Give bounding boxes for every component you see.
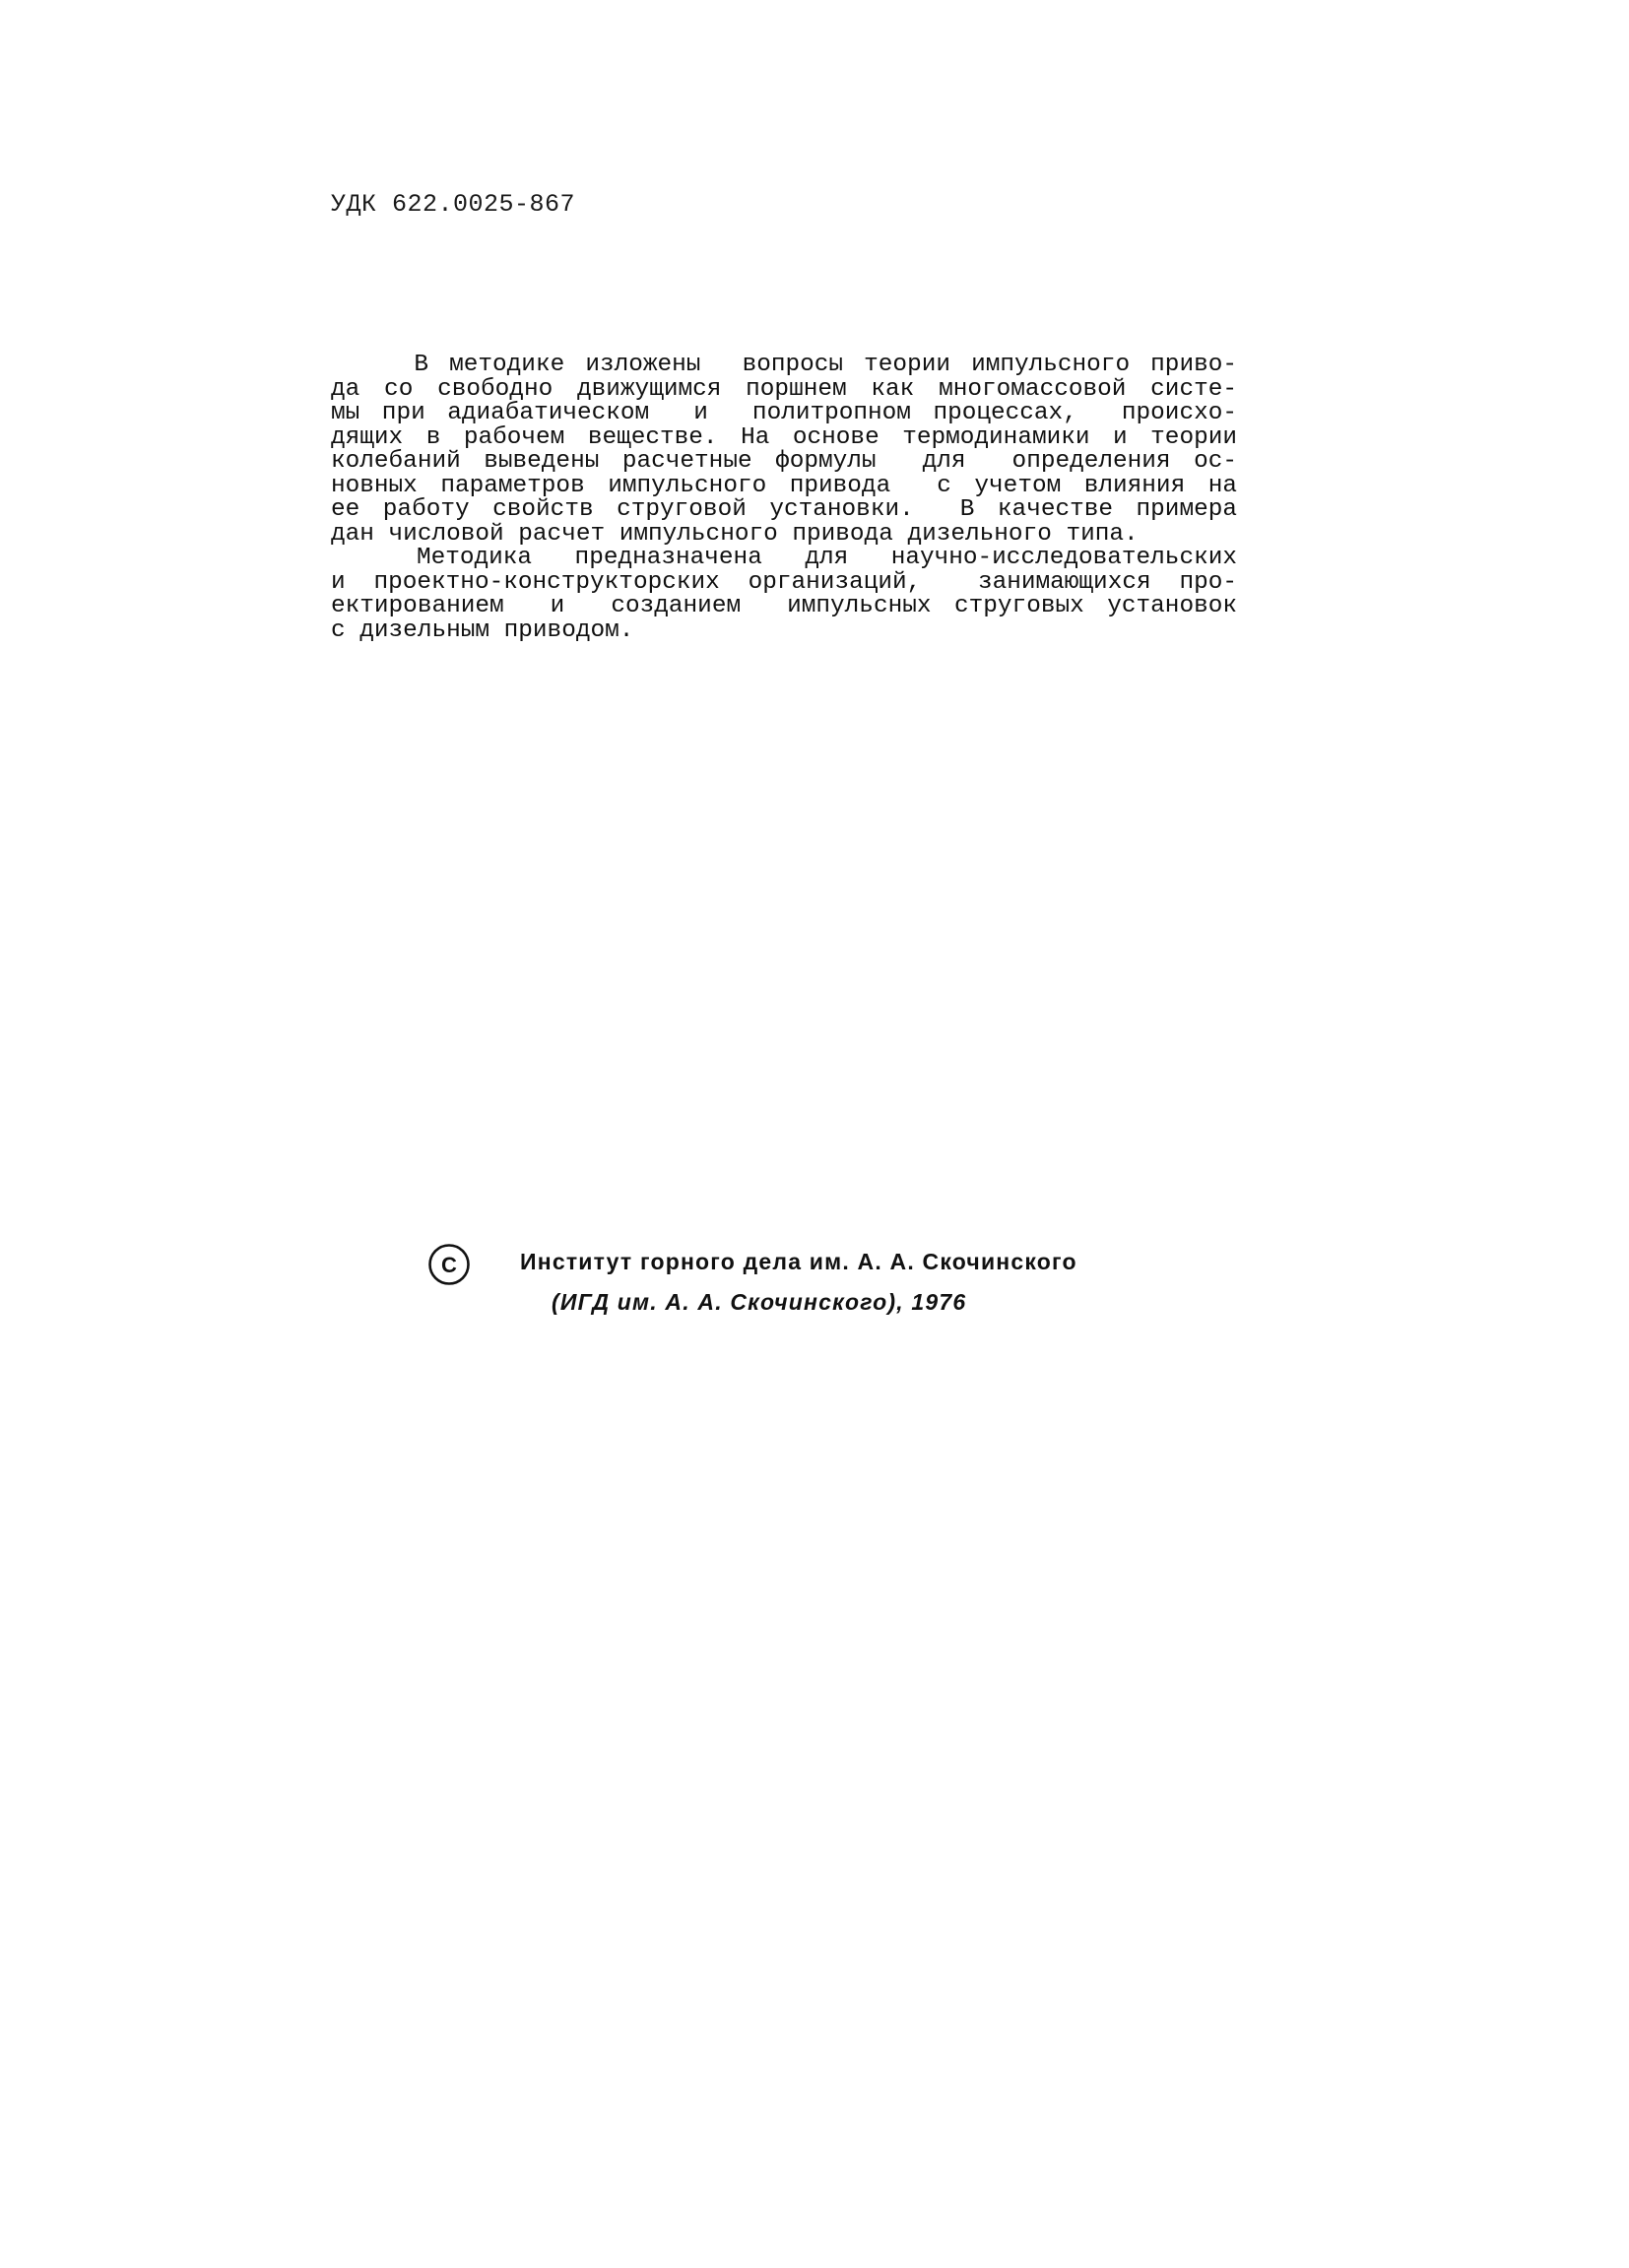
abstract-line: колебаний выведены расчетные формулы для определения ос-	[331, 448, 1237, 475]
copyright-icon	[427, 1243, 471, 1286]
udk-code: УДК 622.0025-867	[331, 190, 576, 219]
abstract-line: дящих в рабочем веществе. На основе термодинамики и теории	[331, 423, 1237, 451]
copyright-symbol: C	[441, 1253, 457, 1277]
abstract-line: да со свободно движущимся поршнем как многомассовой систе-	[331, 375, 1237, 403]
abstract-line: В методике изложены вопросы теории импульсного приво-	[331, 352, 1237, 378]
abstract-line: ее работу свойств струговой установки. В качестве примера	[331, 496, 1237, 523]
abstract-line: мы при адиабатическом и политропном процессах, происхо-	[331, 400, 1237, 426]
abstract-line: ектированием и созданием импульсных струговых установок	[331, 593, 1237, 619]
abstract-line: и проектно-конструкторских организаций, занимающихся про-	[331, 568, 1237, 596]
abstract-line: Методика предназначена для научно-исследовательских	[331, 545, 1237, 571]
copyright-institute: Институт горного дела им. А. А. Скочинского	[520, 1249, 1077, 1274]
abstract-line: новных параметров импульсного привода с учетом влияния на	[331, 472, 1237, 499]
copyright-year: (ИГД им. А. А. Скочинского), 1976	[552, 1289, 967, 1315]
abstract-text	[331, 354, 1237, 643]
copyright-notice	[427, 1243, 1176, 1331]
abstract-line: с дизельным приводом.	[331, 616, 634, 644]
abstract-line: дан числовой расчет импульсного привода дизельного типа.	[331, 520, 1139, 548]
